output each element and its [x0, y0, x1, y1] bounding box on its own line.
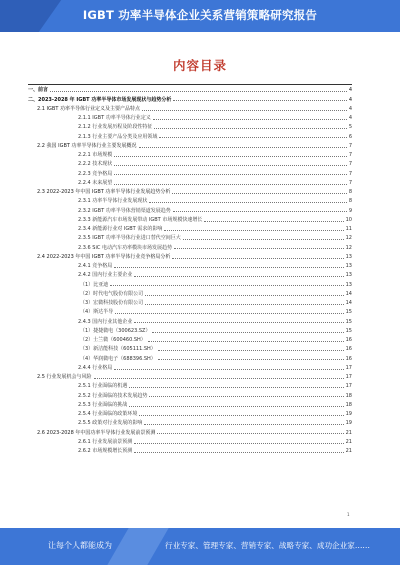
toc-entry-page: 16	[345, 346, 352, 353]
toc-heading: 内容目录	[172, 58, 227, 73]
toc-entry[interactable]	[28, 214, 352, 223]
toc-entry[interactable]	[28, 297, 352, 306]
toc-leader-dots	[152, 332, 343, 333]
toc-entry-label: （2）时代电气股份有限公司	[80, 290, 144, 297]
toc-entry-label: （3）新洁能科技（605111.SH）	[80, 346, 156, 353]
toc-entry[interactable]	[28, 436, 352, 445]
toc-entry-page: 6	[348, 133, 352, 140]
toc-leader-dots	[129, 387, 343, 388]
toc-entry-label: 一、前言	[28, 87, 49, 94]
toc-entry[interactable]	[28, 426, 352, 435]
toc-entry-page: 16	[345, 355, 352, 362]
toc-entry[interactable]	[28, 417, 352, 426]
toc-leader-dots	[110, 285, 343, 286]
toc-entry[interactable]	[28, 121, 352, 130]
toc-entry-label: 2.3.1 功率半导体行业发展现状	[78, 198, 148, 205]
toc-leader-dots	[129, 406, 343, 407]
toc-entry[interactable]	[28, 177, 352, 186]
toc-entry[interactable]	[28, 315, 352, 324]
toc-entry[interactable]	[28, 93, 352, 102]
toc-entry-label: 2.4.4 行业格局	[78, 364, 113, 371]
toc-entry-label: 2.4.2 国内行业主要企业	[78, 272, 133, 279]
toc-leader-dots	[164, 230, 343, 231]
toc-entry-page: 8	[348, 198, 352, 205]
toc-entry-label: 二、2023-2028 年 IGBT 功率半导体市场发展现状与趋势分析	[28, 96, 172, 103]
toc-entry-page: 9	[348, 207, 352, 214]
footer-banner	[0, 528, 400, 565]
toc-leader-dots	[114, 156, 347, 157]
toc-entry-label: 2.2.3 竞争格局	[78, 170, 113, 177]
toc-entry-page: 21	[345, 438, 352, 445]
toc-entry[interactable]	[28, 204, 352, 213]
toc-entry-label: 2.1.2 行业发展历程及阶段性特征	[78, 124, 153, 131]
toc-entry-label: 2.5.2 行业面临的技术发展趋势	[78, 392, 148, 399]
toc-leader-dots	[173, 100, 346, 101]
toc-entry[interactable]	[28, 380, 352, 389]
toc-entry-page: 10	[345, 216, 352, 223]
toc-entry-label: 2.1 IGBT 功率半导体行业定义及主要产品特点	[37, 105, 140, 112]
toc-entry-page: 18	[345, 392, 352, 399]
toc-entry[interactable]	[28, 158, 352, 167]
toc-entry[interactable]	[28, 306, 352, 315]
toc-entry[interactable]	[28, 241, 352, 250]
toc-entry-label: 2.6.1 行业发展前景预测	[78, 438, 133, 445]
toc-entry-label: （2）士兰微（600460.SH）	[80, 337, 146, 343]
toc-entry-page: 13	[345, 281, 352, 288]
toc-leader-dots	[50, 91, 347, 92]
toc-entry-label: 2.3.5 IGBT 功率半导体行业进口替代空间巨大	[78, 235, 181, 242]
toc-leader-dots	[114, 184, 347, 185]
toc-entry-page: 13	[345, 263, 352, 269]
toc-entry-label: （1）比亚迪	[80, 281, 109, 288]
toc-entry-label: 2.5.5 政策对行业发展的影响	[78, 420, 143, 427]
toc-entry[interactable]	[28, 371, 352, 380]
toc-entry[interactable]	[28, 278, 352, 287]
toc-entry-page: 7	[348, 179, 352, 186]
toc-entry-label: 2.3.6 SiC 电动汽车功率模块市场发展趋势	[78, 244, 172, 251]
toc-entry-page: 17	[345, 364, 352, 371]
toc-entry[interactable]	[28, 232, 352, 241]
toc-leader-dots	[134, 322, 343, 323]
toc-entry-label: （4）斯达半导	[80, 309, 114, 316]
toc-entry-label: 2.3.4 新能源行业对 IGBT 需求的影响	[78, 226, 163, 232]
toc-leader-dots	[158, 350, 344, 351]
toc-entry[interactable]	[28, 140, 352, 149]
toc-entry-label: 2.1.3 行业主要产品分类及应用领域	[78, 133, 158, 140]
toc-entry-page: 12	[345, 235, 352, 242]
toc-entry-page: 4	[348, 96, 352, 103]
toc-leader-dots	[183, 239, 344, 240]
toc-leader-dots	[134, 443, 343, 444]
toc-leader-dots	[149, 202, 346, 203]
toc-leader-dots	[115, 313, 343, 314]
toc-entry[interactable]	[28, 408, 352, 417]
toc-entry-page: 21	[345, 429, 352, 436]
toc-leader-dots	[153, 119, 347, 120]
toc-entry[interactable]	[28, 223, 352, 232]
toc-entry-page: 13	[345, 253, 352, 260]
toc-entry[interactable]	[28, 149, 352, 158]
report-title: IGBT 功率半导体企业关系营销策略研究报告	[82, 8, 318, 22]
toc-entry[interactable]	[28, 251, 352, 260]
toc-entry-page: 14	[345, 300, 352, 306]
toc-entry-page: 21	[345, 448, 352, 454]
toc-entry[interactable]	[28, 288, 352, 297]
toc-leader-dots	[145, 304, 343, 305]
toc-entry-page: 5	[348, 124, 352, 131]
toc-entry[interactable]	[28, 445, 352, 454]
toc-leader-dots	[139, 415, 343, 416]
toc-entry[interactable]	[28, 352, 352, 361]
toc-leader-dots	[139, 147, 347, 148]
toc-entry-page: 7	[348, 161, 352, 168]
toc-entry-label: 2.2.2 技术现状	[78, 161, 113, 168]
toc-entry-page: 18	[345, 401, 352, 408]
toc-entry[interactable]	[28, 260, 352, 269]
toc-leader-dots	[145, 295, 343, 296]
toc-entry[interactable]	[28, 325, 352, 334]
toc-entry-page: 13	[345, 272, 352, 279]
toc-entry[interactable]	[28, 167, 352, 176]
toc-entry-label: 2.4.1 竞争格局	[78, 263, 113, 269]
toc-entry-page: 17	[345, 383, 352, 390]
toc-entry-page: 15	[345, 309, 352, 316]
footer-decoration	[107, 528, 168, 565]
toc-entry-label: （1）捷捷微电（300623.SZ）	[80, 327, 151, 334]
toc-leader-dots	[158, 359, 344, 360]
footer-slogan: 让每个人都能成为	[48, 541, 112, 550]
toc-entry-label: 2.5.3 行业面临的挑战	[78, 401, 128, 408]
toc-entry-label: 2.3 2022-2023 年中国 IGBT 功率半导体行业发展趋势分析	[37, 189, 171, 195]
toc-leader-dots	[172, 258, 343, 259]
toc-entry-label: 2.2.1 市场规模	[78, 152, 113, 158]
toc-leader-dots	[148, 341, 344, 342]
toc-entry-page: 11	[345, 226, 352, 232]
page-number: 1	[347, 512, 350, 517]
toc-leader-dots	[114, 369, 343, 370]
toc-entry-label: 2.3.2 IGBT 功率半导体营销渠道发展趋势	[78, 207, 171, 214]
toc-entry-label: 2.6.2 市场规模增长预测	[78, 448, 133, 454]
toc-leader-dots	[157, 433, 343, 434]
toc-entry-label: 2.4 2022-2023 年中国 IGBT 功率半导体行业竞争格局分析	[37, 253, 171, 260]
toc-entry-label: 2.5 行业发展机会与风险	[37, 374, 92, 380]
toc-leader-dots	[114, 174, 347, 175]
table-of-contents	[28, 84, 352, 454]
toc-entry-page: 16	[345, 337, 352, 343]
footer-roles: 行业专家、管理专家、营销专家、战略专家、成功企业家……	[165, 541, 371, 550]
toc-leader-dots	[149, 396, 343, 397]
toc-entry-page: 15	[345, 327, 352, 334]
toc-entry-page: 4	[348, 105, 352, 112]
toc-leader-dots	[204, 221, 343, 222]
toc-entry-page: 7	[348, 142, 352, 149]
toc-entry-page: 12	[345, 244, 352, 251]
toc-entry-label: 2.4.3 国内行业其他企业	[78, 318, 133, 325]
toc-entry-label: 2.1.1 IGBT 功率半导体行业定义	[78, 115, 151, 121]
toc-entry[interactable]	[28, 195, 352, 204]
toc-entry-page: 19	[345, 411, 352, 417]
toc-entry-page: 4	[348, 87, 352, 94]
toc-leader-dots	[172, 193, 346, 194]
toc-entry-page: 4	[348, 115, 352, 121]
toc-entry-label: 2.6 2023-2028 年中国功率半导体行业发展前景预测	[37, 429, 156, 436]
toc-entry[interactable]	[28, 334, 352, 343]
toc-leader-dots	[114, 267, 343, 268]
header-banner	[0, 0, 400, 32]
toc-entry-label: 2.3.3 新能源汽车市场发展带动 IGBT 市场规模快速增长	[78, 216, 203, 223]
toc-leader-dots	[94, 378, 344, 379]
toc-leader-dots	[142, 110, 347, 111]
toc-entry[interactable]	[28, 186, 352, 195]
toc-entry-page: 14	[345, 290, 352, 297]
toc-entry[interactable]	[28, 343, 352, 352]
toc-entry-page: 8	[348, 189, 352, 195]
toc-entry-label: （3）宏微科技股份有限公司	[80, 300, 144, 306]
toc-entry[interactable]	[28, 399, 352, 408]
toc-leader-dots	[134, 276, 343, 277]
toc-entry[interactable]	[28, 112, 352, 121]
toc-entry[interactable]	[28, 389, 352, 398]
toc-leader-dots	[134, 452, 343, 453]
toc-entry[interactable]	[28, 362, 352, 371]
toc-entry-page: 7	[348, 152, 352, 158]
toc-entry-page: 17	[345, 374, 352, 380]
toc-entry-label: 2.5.4 行业面临的政策环境	[78, 411, 138, 417]
toc-entry-label: 2.5.1 行业面临的机遇	[78, 383, 128, 390]
toc-entry-label: 2.2.4 未来展望	[78, 179, 113, 186]
toc-leader-dots	[174, 248, 344, 249]
toc-entry-page: 7	[348, 170, 352, 177]
toc-entry-label: 2.2 我国 IGBT 功率半导体行业主要发展概况	[37, 142, 137, 149]
toc-leader-dots	[154, 128, 346, 129]
toc-leader-dots	[114, 165, 347, 166]
toc-entry[interactable]	[28, 269, 352, 278]
toc-entry-page: 19	[345, 420, 352, 427]
toc-leader-dots	[144, 424, 343, 425]
toc-entry-page: 15	[345, 318, 352, 325]
toc-entry[interactable]	[28, 130, 352, 139]
toc-leader-dots	[159, 137, 346, 138]
toc-entry[interactable]	[28, 84, 352, 93]
toc-entry[interactable]	[28, 103, 352, 112]
toc-entry-label: （4）华润微电子（688396.SH）	[80, 355, 156, 362]
toc-leader-dots	[173, 211, 347, 212]
